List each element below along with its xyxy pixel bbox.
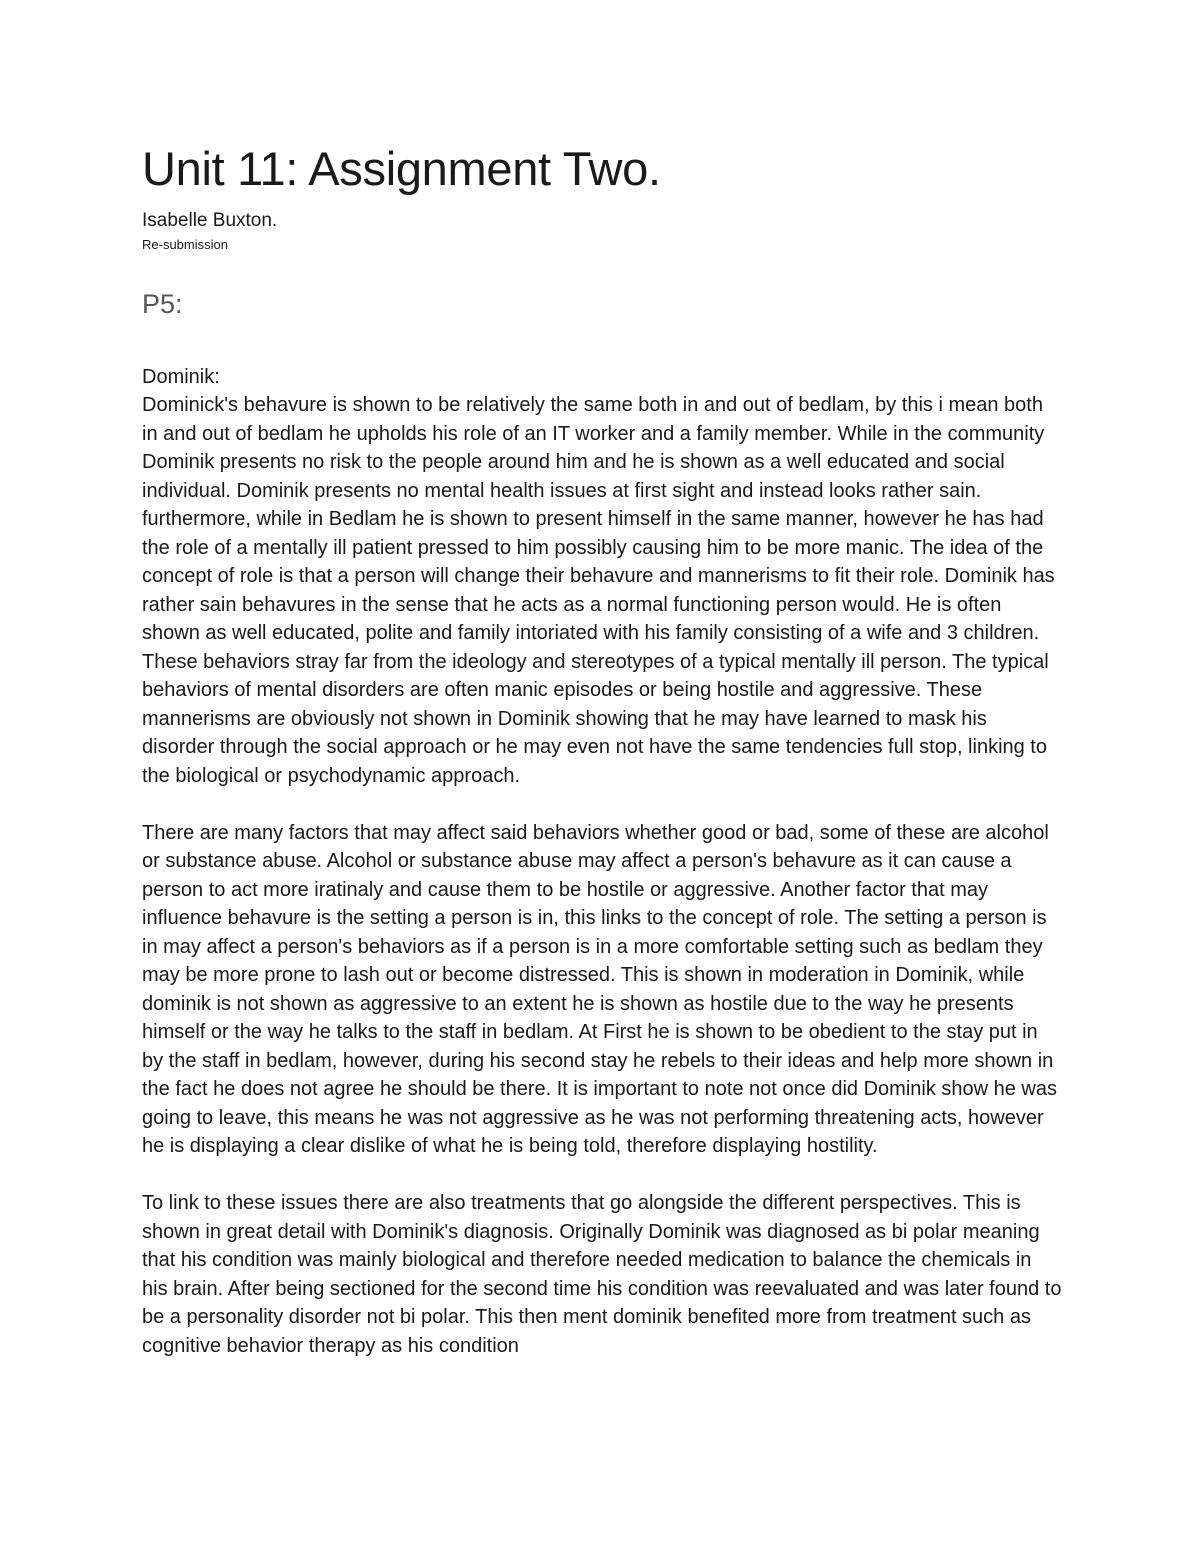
body-paragraph-3: To link to these issues there are also treatments that go alongside the different perspectives. This is shown in great detail with Dominik's diagnosis. Originally Dominik was diagnosed as bi polar meaning that his condition was mainly biological and therefore needed medication to balance the chemicals in his brain. After being sectioned for the second time his condition was reevaluated and was later found to be a personality disorder not bi polar. This then ment dominik benefited more from treatment such as cognitive behavior therapy as his condition xyxy=(142,1192,1062,1357)
body-paragraph-1: Dominick's behavure is shown to be relatively the same both in and out of bedlam, by this i mean both in and out of bedlam he upholds his role of an IT worker and a family member. While in the community Dominik presents no risk to the people around him and he is shown as a well educated and social individual. Dominik presents no mental health issues at first sight and instead looks rather sain. furthermore, while in Bedlam he is shown to present himself in the same manner, however he has had the role of a mentally ill patient pressed to him possibly causing him to be more manic. The idea of the concept of role is that a person will change their behavure and mannerisms to fit their role. Dominik has rather sain behavures in the sense that he acts as a normal functioning person would. He is often shown as well educated, polite and family intoriated with his family consisting of a wife and 3 children. These behaviors stray far from the ideology and stereotypes of a typical mentally ill person. The typical behaviors of mental disorders are often manic episodes or being hostile and aggressive. These mannerisms are obviously not shown in Dominik showing that he may have learned to mask his disorder through the social approach or he may even not have the same tendencies full stop, linking to the biological or psychodynamic approach. xyxy=(142,394,1055,787)
document-content xyxy=(142,142,1062,1360)
submission-note: Re-submission xyxy=(142,236,228,252)
section-heading: P5: xyxy=(142,289,183,320)
document-title: Unit 11: Assignment Two. xyxy=(142,142,661,195)
body-paragraph-2: There are many factors that may affect said behaviors whether good or bad, some of these are alcohol or substance abuse. Alcohol or substance abuse may affect a person's behavure as it can cause a person to act more iratinaly and cause them to be hostile or aggressive. Another factor that may influence behavure is the setting a person is in, this links to the concept of role. The setting a person is in may affect a person's behaviors as if a person is in a more comfortable setting such as bedlam they may be more prone to lash out or become distressed. This is shown in moderation in Dominik, while dominik is not shown as aggressive to an extent he is shown as hostile due to the way he presents himself or the way he talks to the staff in bedlam. At First he is shown to be obedient to the stay put in by the staff in bedlam, however, during his second stay he rebels to their ideas and help more shown in the fact he does not agree he should be there. It is important to note not once did Dominik show he was going to leave, this means he was not aggressive as he was not performing threatening acts, however he is displaying a clear dislike of what he is being told, therefore displaying hostility. xyxy=(142,821,1057,1158)
author-name: Isabelle Buxton. xyxy=(142,210,278,232)
subject-label: Dominik: xyxy=(142,365,220,388)
